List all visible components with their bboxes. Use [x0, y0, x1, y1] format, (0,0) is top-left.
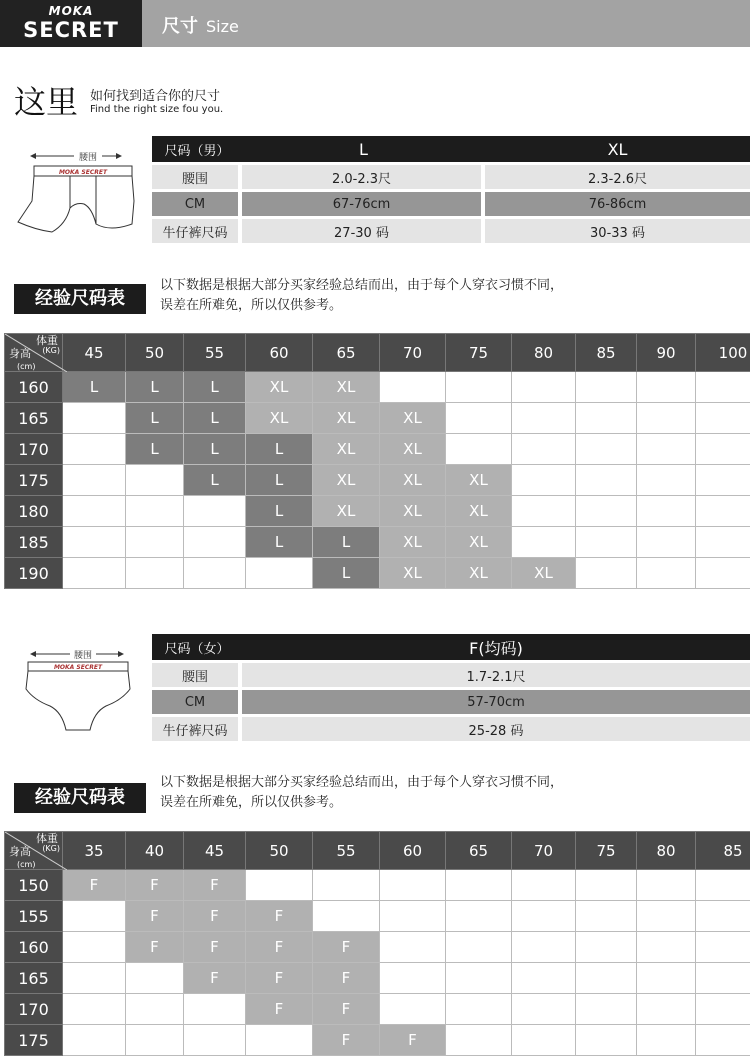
empty-cell — [126, 465, 184, 496]
empty-cell — [126, 1025, 184, 1056]
band-text-men: MOKA SECRET — [58, 169, 108, 176]
empty-cell — [576, 496, 637, 527]
height-row-header: 170 — [5, 994, 63, 1025]
empty-cell — [63, 558, 126, 589]
empty-cell — [637, 527, 696, 558]
size-cell: L — [246, 465, 313, 496]
weight-header-cell: 80 — [637, 832, 696, 870]
size-cell: XL — [246, 372, 313, 403]
size-value: 2.0-2.3尺 — [242, 165, 485, 189]
waist-label-women: 腰围 — [73, 651, 93, 661]
size-cell: XL — [446, 465, 512, 496]
weight-header-cell: 80 — [512, 334, 576, 372]
size-cell: XL — [380, 465, 446, 496]
size-cell: XL — [380, 527, 446, 558]
weight-header-cell: 55 — [313, 832, 380, 870]
row-label: CM — [152, 690, 242, 714]
empty-cell — [380, 963, 446, 994]
note-line-1: 以下数据是根据大部分买家经验总结而出，由于每个人穿衣习惯不同， — [160, 775, 564, 790]
size-cell: F — [184, 901, 246, 932]
empty-cell — [512, 527, 576, 558]
weight-header-cell: 70 — [512, 832, 576, 870]
grid-row — [5, 527, 750, 558]
size-cell: L — [126, 372, 184, 403]
empty-cell — [696, 1025, 750, 1056]
empty-cell — [126, 963, 184, 994]
height-row-header: 165 — [5, 403, 63, 434]
size-value: 30-33 码 — [485, 219, 750, 243]
empty-cell — [126, 496, 184, 527]
empty-cell — [446, 403, 512, 434]
logo-top-text: MOKA — [48, 4, 94, 18]
height-row-header: 150 — [5, 870, 63, 901]
weight-header-cell: 50 — [126, 334, 184, 372]
empty-cell — [446, 963, 512, 994]
title-cn: 尺寸 — [162, 16, 198, 37]
weight-header-cell: 50 — [246, 832, 313, 870]
note-men — [160, 276, 563, 316]
weight-header-cell: 65 — [313, 334, 380, 372]
weight-header-cell: 85 — [696, 832, 750, 870]
size-cell: F — [246, 932, 313, 963]
grid-row — [5, 434, 750, 465]
size-cell: F — [184, 870, 246, 901]
empty-cell — [380, 870, 446, 901]
empty-cell — [637, 1025, 696, 1056]
logo-main-text: SECRET — [23, 18, 119, 42]
grid-row — [5, 932, 750, 963]
empty-cell — [184, 558, 246, 589]
size-cell: L — [246, 496, 313, 527]
empty-cell — [380, 994, 446, 1025]
row-label: 牛仔裤尺码 — [152, 717, 242, 741]
empty-cell — [126, 527, 184, 558]
size-value: 1.7-2.1尺 — [242, 663, 750, 687]
empty-cell — [184, 994, 246, 1025]
note-line-1: 以下数据是根据大部分买家经验总结而出，由于每个人穿衣习惯不同， — [160, 278, 564, 293]
men-briefs-illustration — [14, 146, 138, 238]
corner-weight-unit: (KG) — [42, 346, 60, 355]
size-cell: L — [126, 403, 184, 434]
size-cell: XL — [313, 465, 380, 496]
size-cell: F — [126, 932, 184, 963]
empty-cell — [446, 1025, 512, 1056]
corner-weight-unit: (KG) — [42, 844, 60, 853]
brand-logo — [0, 0, 142, 47]
empty-cell — [576, 870, 637, 901]
weight-header-cell: 35 — [63, 832, 126, 870]
empty-cell — [696, 496, 750, 527]
intro-heading: 这里 — [14, 83, 79, 121]
weight-header-cell: 100 — [696, 334, 750, 372]
empty-cell — [576, 403, 637, 434]
women-size-row — [152, 663, 750, 687]
empty-cell — [637, 963, 696, 994]
women-size-header — [152, 634, 750, 660]
size-cell: XL — [446, 527, 512, 558]
header-bar — [0, 0, 750, 47]
men-size-table — [152, 133, 750, 246]
empty-cell — [637, 403, 696, 434]
empty-cell — [512, 932, 576, 963]
empty-cell — [637, 465, 696, 496]
women-size-grid — [4, 831, 750, 1056]
empty-cell — [184, 496, 246, 527]
corner-weight-label: 体重 — [36, 832, 58, 845]
empty-cell — [576, 963, 637, 994]
empty-cell — [126, 994, 184, 1025]
size-cell: F — [246, 901, 313, 932]
empty-cell — [63, 901, 126, 932]
weight-header-cell: 45 — [63, 334, 126, 372]
chart-title-badge-women: 经验尺码表 — [14, 783, 146, 813]
empty-cell — [696, 994, 750, 1025]
women-size-col-label: 尺码（女） — [152, 634, 242, 660]
empty-cell — [637, 372, 696, 403]
size-cell: L — [63, 372, 126, 403]
empty-cell — [380, 372, 446, 403]
weight-header-cell: 60 — [380, 832, 446, 870]
size-cell: F — [246, 963, 313, 994]
note-women — [160, 773, 563, 813]
size-value: 67-76cm — [242, 192, 485, 216]
grid-row — [5, 994, 750, 1025]
size-cell: XL — [446, 558, 512, 589]
waist-label-men: 腰围 — [78, 153, 98, 163]
empty-cell — [446, 434, 512, 465]
size-cell: XL — [446, 496, 512, 527]
men-size-grid — [4, 333, 750, 589]
row-label: CM — [152, 192, 242, 216]
empty-cell — [576, 932, 637, 963]
grid-row — [5, 558, 750, 589]
empty-cell — [512, 994, 576, 1025]
grid-row — [5, 465, 750, 496]
height-row-header: 190 — [5, 558, 63, 589]
height-row-header: 185 — [5, 527, 63, 558]
height-row-header: 180 — [5, 496, 63, 527]
empty-cell — [637, 932, 696, 963]
empty-cell — [696, 527, 750, 558]
height-row-header: 160 — [5, 372, 63, 403]
empty-cell — [696, 963, 750, 994]
size-cell: L — [184, 434, 246, 465]
corner-height-label: 身高 — [9, 347, 31, 360]
size-cell: XL — [246, 403, 313, 434]
corner-height-unit: (cm) — [17, 362, 36, 371]
grid-corner-cell — [5, 832, 63, 870]
empty-cell — [576, 372, 637, 403]
empty-cell — [184, 527, 246, 558]
empty-cell — [512, 901, 576, 932]
empty-cell — [696, 901, 750, 932]
empty-cell — [696, 434, 750, 465]
empty-cell — [696, 870, 750, 901]
size-cell: F — [184, 932, 246, 963]
empty-cell — [246, 1025, 313, 1056]
weight-header-cell: 90 — [637, 334, 696, 372]
page-title — [162, 12, 239, 38]
empty-cell — [696, 403, 750, 434]
size-cell: L — [246, 434, 313, 465]
empty-cell — [576, 558, 637, 589]
weight-header-cell: 60 — [246, 334, 313, 372]
grid-row — [5, 963, 750, 994]
size-cell: F — [313, 932, 380, 963]
empty-cell — [446, 901, 512, 932]
row-label: 腰围 — [152, 663, 242, 687]
men-size-col-label: 尺码（男） — [152, 136, 242, 162]
size-cell: F — [313, 963, 380, 994]
height-row-header: 155 — [5, 901, 63, 932]
grid-corner-cell — [5, 334, 63, 372]
weight-header-cell: 70 — [380, 334, 446, 372]
size-cell: L — [184, 403, 246, 434]
size-value: 25-28 码 — [242, 717, 750, 741]
empty-cell — [637, 496, 696, 527]
size-cell: F — [126, 901, 184, 932]
men-size-row — [152, 192, 750, 216]
size-value: 2.3-2.6尺 — [485, 165, 750, 189]
grid-row — [5, 901, 750, 932]
size-cell: XL — [512, 558, 576, 589]
size-cell: F — [380, 1025, 446, 1056]
band-text-women: MOKA SECRET — [53, 664, 103, 671]
grid-row — [5, 403, 750, 434]
empty-cell — [696, 932, 750, 963]
size-cell: F — [246, 994, 313, 1025]
height-row-header: 175 — [5, 465, 63, 496]
empty-cell — [512, 1025, 576, 1056]
empty-cell — [512, 870, 576, 901]
empty-cell — [63, 465, 126, 496]
weight-header-cell: 45 — [184, 832, 246, 870]
size-cell: L — [184, 465, 246, 496]
size-cell: L — [126, 434, 184, 465]
row-label: 牛仔裤尺码 — [152, 219, 242, 243]
empty-cell — [63, 403, 126, 434]
empty-cell — [637, 558, 696, 589]
men-size-col-XL: XL — [485, 136, 750, 162]
empty-cell — [126, 558, 184, 589]
size-cell: XL — [380, 434, 446, 465]
weight-header-cell: 75 — [576, 832, 637, 870]
weight-header-cell: 75 — [446, 334, 512, 372]
empty-cell — [313, 870, 380, 901]
empty-cell — [63, 932, 126, 963]
size-cell: L — [313, 558, 380, 589]
height-row-header: 175 — [5, 1025, 63, 1056]
empty-cell — [512, 496, 576, 527]
empty-cell — [313, 901, 380, 932]
grid-header-row — [5, 334, 750, 372]
empty-cell — [576, 434, 637, 465]
size-cell: F — [313, 1025, 380, 1056]
empty-cell — [63, 994, 126, 1025]
height-row-header: 160 — [5, 932, 63, 963]
women-size-row — [152, 690, 750, 714]
size-cell: XL — [313, 372, 380, 403]
empty-cell — [380, 932, 446, 963]
size-cell: XL — [313, 434, 380, 465]
empty-cell — [637, 994, 696, 1025]
size-cell: L — [246, 527, 313, 558]
empty-cell — [446, 372, 512, 403]
men-size-row — [152, 219, 750, 243]
men-size-col-L: L — [242, 136, 485, 162]
women-size-table — [152, 631, 750, 744]
intro-subtitle-cn: 如何找到适合你的尺寸 — [90, 89, 221, 104]
empty-cell — [512, 372, 576, 403]
empty-cell — [576, 994, 637, 1025]
grid-row — [5, 1025, 750, 1056]
size-cell: XL — [380, 403, 446, 434]
empty-cell — [446, 870, 512, 901]
corner-weight-label: 体重 — [36, 334, 58, 347]
row-label: 腰围 — [152, 165, 242, 189]
men-size-header — [152, 136, 750, 162]
empty-cell — [512, 403, 576, 434]
grid-row — [5, 496, 750, 527]
corner-height-label: 身高 — [9, 845, 31, 858]
weight-header-cell: 65 — [446, 832, 512, 870]
intro-subtitle-en: Find the right size fou you. — [90, 104, 224, 115]
empty-cell — [63, 434, 126, 465]
note-line-2: 误差在所难免，所以仅供参考。 — [160, 298, 343, 313]
size-cell: F — [63, 870, 126, 901]
size-cell: XL — [313, 403, 380, 434]
size-cell: F — [126, 870, 184, 901]
title-en: Size — [206, 17, 239, 36]
grid-header-row — [5, 832, 750, 870]
weight-header-cell: 85 — [576, 334, 637, 372]
grid-row — [5, 870, 750, 901]
weight-header-cell: 40 — [126, 832, 184, 870]
size-cell: F — [184, 963, 246, 994]
height-row-header: 165 — [5, 963, 63, 994]
men-size-row — [152, 165, 750, 189]
empty-cell — [380, 901, 446, 932]
size-value: 27-30 码 — [242, 219, 485, 243]
empty-cell — [576, 901, 637, 932]
women-size-row — [152, 717, 750, 741]
size-cell: F — [313, 994, 380, 1025]
empty-cell — [446, 994, 512, 1025]
size-cell: L — [313, 527, 380, 558]
empty-cell — [576, 1025, 637, 1056]
empty-cell — [637, 434, 696, 465]
empty-cell — [576, 527, 637, 558]
empty-cell — [637, 870, 696, 901]
empty-cell — [512, 434, 576, 465]
size-cell: XL — [380, 558, 446, 589]
chart-title-badge-men: 经验尺码表 — [14, 284, 146, 314]
empty-cell — [696, 465, 750, 496]
size-cell: XL — [313, 496, 380, 527]
empty-cell — [63, 1025, 126, 1056]
empty-cell — [63, 496, 126, 527]
empty-cell — [512, 465, 576, 496]
grid-row — [5, 372, 750, 403]
women-size-col-F: F(均码) — [242, 634, 750, 660]
size-cell: L — [184, 372, 246, 403]
size-value: 76-86cm — [485, 192, 750, 216]
empty-cell — [246, 870, 313, 901]
empty-cell — [184, 1025, 246, 1056]
empty-cell — [696, 558, 750, 589]
size-value: 57-70cm — [242, 690, 750, 714]
corner-height-unit: (cm) — [17, 860, 36, 869]
empty-cell — [446, 932, 512, 963]
note-line-2: 误差在所难免，所以仅供参考。 — [160, 795, 343, 810]
women-briefs-illustration — [20, 644, 134, 736]
empty-cell — [63, 963, 126, 994]
empty-cell — [246, 558, 313, 589]
empty-cell — [696, 372, 750, 403]
size-cell: XL — [380, 496, 446, 527]
empty-cell — [576, 465, 637, 496]
weight-header-cell: 55 — [184, 334, 246, 372]
empty-cell — [512, 963, 576, 994]
height-row-header: 170 — [5, 434, 63, 465]
empty-cell — [637, 901, 696, 932]
empty-cell — [63, 527, 126, 558]
